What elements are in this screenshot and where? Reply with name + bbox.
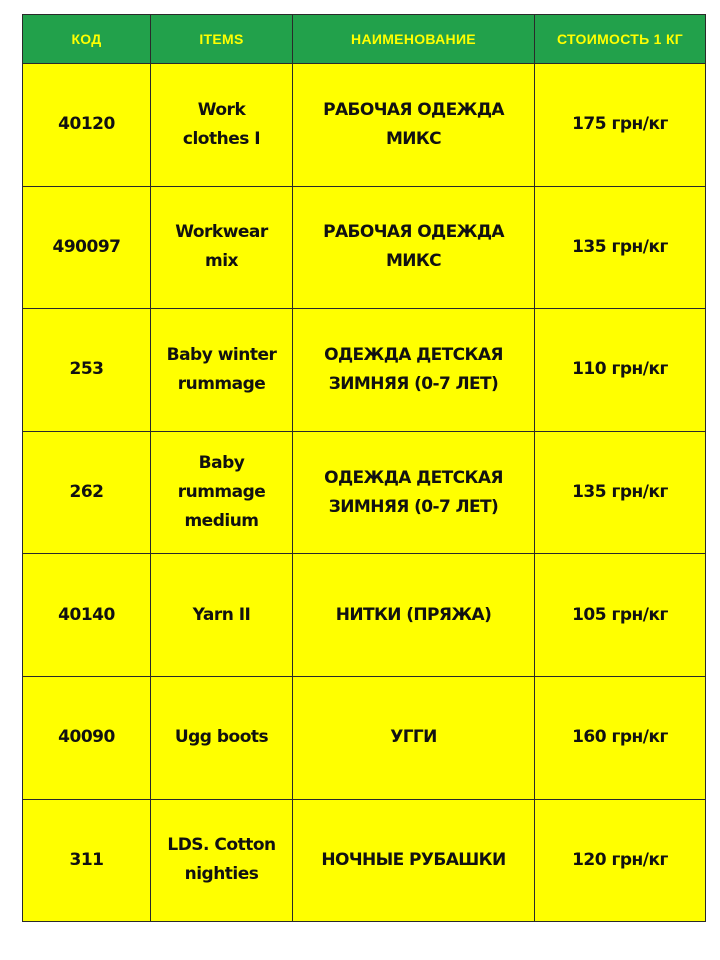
cell-name — [293, 431, 535, 554]
cell-code — [23, 431, 151, 554]
name-text: РАБОЧАЯ ОДЕЖДА МИКС — [323, 99, 504, 149]
code-text: 40090 — [58, 727, 115, 748]
item-text: Yarn II — [192, 604, 251, 625]
cell-name — [293, 676, 535, 799]
item-text: LDS. Cotton nighties — [167, 835, 276, 885]
table-row — [23, 554, 706, 677]
name-text: НОЧНЫЕ РУБАШКИ — [321, 849, 506, 870]
cell-name — [293, 186, 535, 309]
cell-price — [535, 799, 706, 922]
price-text: 175 грн/кг — [572, 114, 668, 135]
cell-code — [23, 64, 151, 187]
code-text: 253 — [69, 359, 104, 380]
price-text: 135 грн/кг — [572, 236, 668, 257]
name-text: РАБОЧАЯ ОДЕЖДА МИКС — [323, 222, 504, 272]
name-text: ОДЕЖДА ДЕТСКАЯ ЗИМНЯЯ (0-7 ЛЕТ) — [324, 344, 503, 394]
cell-name — [293, 554, 535, 677]
code-text: 262 — [69, 482, 104, 503]
cell-code — [23, 676, 151, 799]
code-text: 311 — [69, 849, 104, 870]
item-text: Workwear mix — [175, 222, 268, 272]
price-text: 135 грн/кг — [572, 482, 668, 503]
header-name: НАИМЕНОВАНИЕ — [293, 15, 535, 64]
header-code: КОД — [23, 15, 151, 64]
item-text: Baby rummage medium — [177, 453, 266, 532]
cell-code — [23, 554, 151, 677]
code-text: 40140 — [58, 604, 115, 625]
cell-price — [535, 554, 706, 677]
item-text: Ugg boots — [174, 727, 269, 748]
price-text: 110 грн/кг — [572, 359, 668, 380]
table-row — [23, 309, 706, 432]
cell-item — [151, 676, 293, 799]
header-row — [23, 15, 706, 64]
cell-name — [293, 309, 535, 432]
cell-item — [151, 799, 293, 922]
header-price: СТОИМОСТЬ 1 КГ — [535, 15, 706, 64]
cell-price — [535, 676, 706, 799]
cell-price — [535, 186, 706, 309]
table-row — [23, 799, 706, 922]
table-body — [23, 64, 706, 922]
table-header — [23, 15, 706, 64]
item-text: Work clothes I — [182, 99, 261, 149]
price-text: 160 грн/кг — [572, 727, 668, 748]
table-row — [23, 431, 706, 554]
cell-code — [23, 186, 151, 309]
cell-price — [535, 309, 706, 432]
cell-name — [293, 64, 535, 187]
price-text: 120 грн/кг — [572, 849, 668, 870]
cell-price — [535, 64, 706, 187]
header-items: ITEMS — [151, 15, 293, 64]
cell-price — [535, 431, 706, 554]
cell-item — [151, 554, 293, 677]
name-text: УГГИ — [390, 727, 437, 748]
cell-item — [151, 64, 293, 187]
cell-item — [151, 309, 293, 432]
table-row — [23, 64, 706, 187]
item-text: Baby winter rummage — [166, 344, 277, 394]
price-table — [22, 14, 706, 922]
cell-name — [293, 799, 535, 922]
name-text: НИТКИ (ПРЯЖА) — [335, 604, 492, 625]
cell-code — [23, 309, 151, 432]
cell-code — [23, 799, 151, 922]
table-row — [23, 676, 706, 799]
code-text: 40120 — [58, 114, 115, 135]
name-text: ОДЕЖДА ДЕТСКАЯ ЗИМНЯЯ (0-7 ЛЕТ) — [324, 467, 503, 517]
cell-item — [151, 431, 293, 554]
code-text: 490097 — [52, 236, 121, 257]
table-row — [23, 186, 706, 309]
cell-item — [151, 186, 293, 309]
price-text: 105 грн/кг — [572, 604, 668, 625]
